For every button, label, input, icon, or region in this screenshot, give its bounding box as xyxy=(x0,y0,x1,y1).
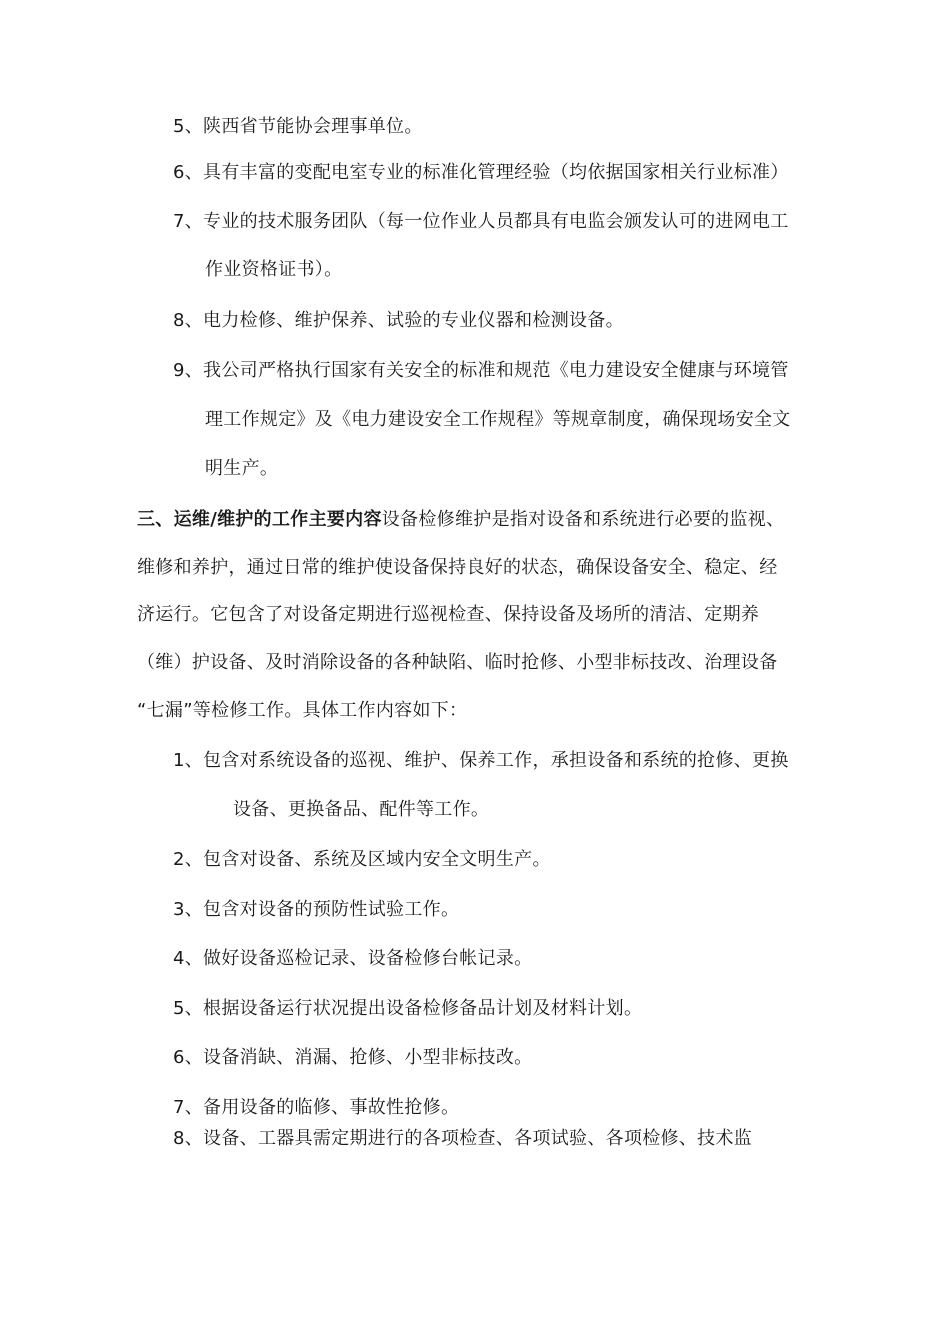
list-item: 5、陕西省节能协会理事单位。 xyxy=(173,116,423,137)
list-item: 7、备用设备的临修、事故性抢修。 xyxy=(173,1097,460,1118)
list-item: 9、我公司严格执行国家有关安全的标准和规范《电力建设安全健康与环境管 xyxy=(173,360,789,381)
paragraph-line: 济运行。它包含了对设备定期进行巡视检查、保持设备及场所的清洁、定期养 xyxy=(137,604,760,625)
paragraph-line: 维修和养护，通过日常的维护使设备保持良好的状态，确保设备安全、稳定、经 xyxy=(137,557,778,578)
list-item: 6、具有丰富的变配电室专业的标准化管理经验（均依据国家相关行业标准） xyxy=(173,162,789,183)
paragraph-line: （维）护设备、及时消除设备的各种缺陷、临时抢修、小型非标技改、治理设备 xyxy=(137,652,778,673)
list-item-continuation: 明生产。 xyxy=(205,458,279,479)
list-item: 4、做好设备巡检记录、设备检修台帐记录。 xyxy=(173,948,533,969)
section-paragraph-first-line xyxy=(137,508,784,532)
paragraph-text: 设备检修维护是指对设备和系统进行必要的监视、 xyxy=(381,509,785,530)
list-item: 8、电力检修、维护保养、试验的专业仪器和检测设备。 xyxy=(173,310,624,331)
list-item: 8、设备、工器具需定期进行的各项检查、各项试验、各项检修、技术监 xyxy=(173,1128,753,1149)
list-item: 3、包含对设备的预防性试验工作。 xyxy=(173,899,460,920)
list-item-continuation: 作业资格证书）。 xyxy=(205,259,343,280)
list-item-continuation: 设备、更换备品、配件等工作。 xyxy=(233,799,490,820)
section-heading: 三、运维/维护的工作主要内容 xyxy=(137,509,382,530)
list-item: 2、包含对设备、系统及区域内安全文明生产。 xyxy=(173,849,551,870)
list-item: 6、设备消缺、消漏、抢修、小型非标技改。 xyxy=(173,1047,533,1068)
list-item: 7、专业的技术服务团队（每一位作业人员都具有电监会颁发认可的进网电工 xyxy=(173,211,789,232)
list-item: 1、包含对系统设备的巡视、维护、保养工作，承担设备和系统的抢修、更换 xyxy=(173,750,789,771)
paragraph-line: “七漏”等检修工作。具体工作内容如下： xyxy=(137,700,468,721)
list-item: 5、根据设备运行状况提出设备检修备品计划及材料计划。 xyxy=(173,998,643,1019)
list-item-continuation: 理工作规定》及《电力建设安全工作规程》等规章制度，确保现场安全文 xyxy=(205,409,791,430)
